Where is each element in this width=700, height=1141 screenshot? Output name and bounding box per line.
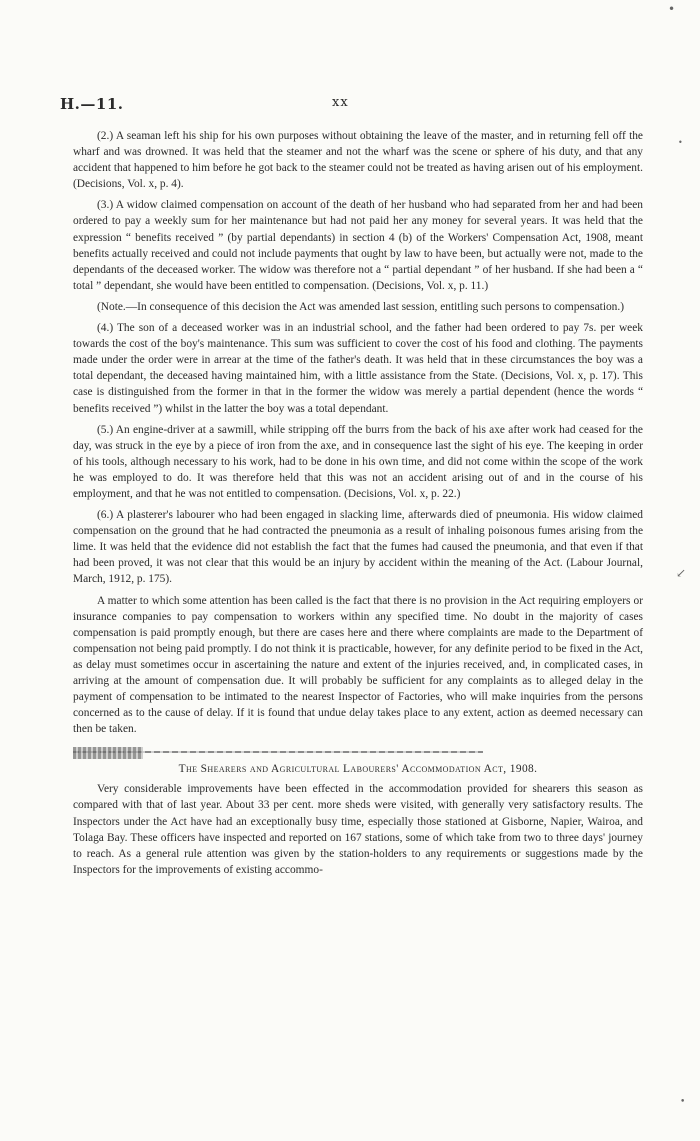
paragraph-shearers: Very considerable improvements have been effected in the accommodation provided for shearers this season as compared with that of last year. About 33 per cent. more sheds were visited, with generally very satisfactory results. The Inspectors under the Act have had an exceptionally busy time, especially those stationed at Gisborne, Napier, Wairoa, and Tolaga Bay. These officers have inspected and reported on 167 stations, some of which take from two to three days' journey to reach. As a general rule attention was given by the station-holders to any requirements or suggestions made by the Inspectors for the improvements of existing accommo-: [73, 783, 643, 876]
paragraph-delay: A matter to which some attention has been called is the fact that there is no provision in the Act requiring employers or insurance companies to pay compensation to workers within any specified time. No doubt in the majority of cases compensation is paid promptly enough, but there are cases here and there where complaints are made to the Department of compensation not being paid promptly. I do not think it is practicable, however, for any definite period to be fixed in the Act, as delay must sometimes occur in ascertaining the nature and extent of the injuries received, and, in complicated cases, in arriving at the amount of compensation due. It will probably be sufficient for any complaints as to alleged delay in the payment of compensation to be intimated to the nearest Inspector of Factories, who will make inquiries from the persons concerned as to the cause of delay. If it is found that undue delay takes place to any extent, action as deemed necessary can then be taken.: [73, 594, 643, 736]
section-title: The Shearers and Agricultural Labourers' Accommodation Act, 1908.: [178, 763, 538, 776]
scan-speck: •: [668, 2, 676, 16]
page-number: xx: [332, 95, 349, 110]
paragraph-case-5: (5.) An engine-driver at a sawmill, while stripping off the burrs from the back of his axe after work had ceased for the day, was struck in the eye by a piece of iron from the axe, and in consequence last the sight of his eye. The keeping in order of his tools, although necessary to his work, had to be done in his own time, and did not come within the scope of the work he was employed to do. It was therefore held that this was not an accident arising out of and in the course of his employment, and that he was not entitled to compensation. (Decisions, Vol. x, p. 22.): [73, 423, 643, 500]
document-reference: H.—11.: [60, 95, 124, 113]
paragraph-case-3: (3.) A widow claimed compensation on account of the death of her husband who had separated from her and had been ordered to pay a weekly sum for her maintenance but had not paid her any money for several years. It was held that the expression “ benefits received ” (by partial dependants) in section 4 (b) of the Workers' Compensation Act, 1908, meant benefits actually received and could not include payments that ought by law to have been, but actually were not, made to the dependants of the deceased worker. The widow was therefore not a “ partial dependant ” of her husband. If she had been a “ total ” dependant, she would have been entitled to compensation. (Decisions, Vol. x, p. 11.): [73, 199, 643, 292]
scan-speck: •: [680, 1097, 686, 1107]
paragraph-note: (Note.—In consequence of this decision the Act was amended last session, entitling such persons to compensation.): [97, 300, 625, 313]
page-header: [60, 95, 650, 115]
margin-tick: ↙: [676, 566, 687, 580]
divider-ornament: [73, 747, 143, 759]
document-body: [73, 128, 643, 883]
paragraph-case-2: (2.) A seaman left his ship for his own purposes without obtaining the leave of the master, and in returning fell off the wharf and was drowned. It was held that the steamer and not the wharf was the scene or sphere of his duty, and that any accident that happened to him before he got back to the steamer could not be treated as having arisen out of his employment. (Decisions, Vol. x, p. 4).: [73, 130, 643, 191]
scan-speck: •: [678, 138, 683, 147]
section-divider: [73, 745, 643, 759]
paragraph-case-6: (6.) A plasterer's labourer who had been engaged in slacking lime, afterwards died of pneumonia. His widow claimed compensation on the ground that he had contracted the pneumonia as a result of inhaling poisonous fumes arising from the lime. It was held that the evidence did not establish the fact that the fumes had caused the pneumonia, and that even if that had been proved, it was not clear that this would be an injury by accident within the meaning of the Act. (Labour Journal, March, 1912, p. 175).: [73, 509, 643, 586]
paragraph-case-4: (4.) The son of a deceased worker was in an industrial school, and the father had been ordered to pay 7s. per week towards the cost of the boy's maintenance. This sum was sufficient to cover the cost of his food and clothing. The payments made under the order were in arrear at the time of the father's death. It was held that in these circumstances the boy was a total dependant, the deceased having maintained him, with a little assistance from the State. (Decisions, Vol. x, p. 17). This case is distinguished from the former in that in the former the widow was merely a partial dependent (hence the words “ benefits received ”) whilst in the latter the boy was a total dependant.: [73, 322, 643, 415]
